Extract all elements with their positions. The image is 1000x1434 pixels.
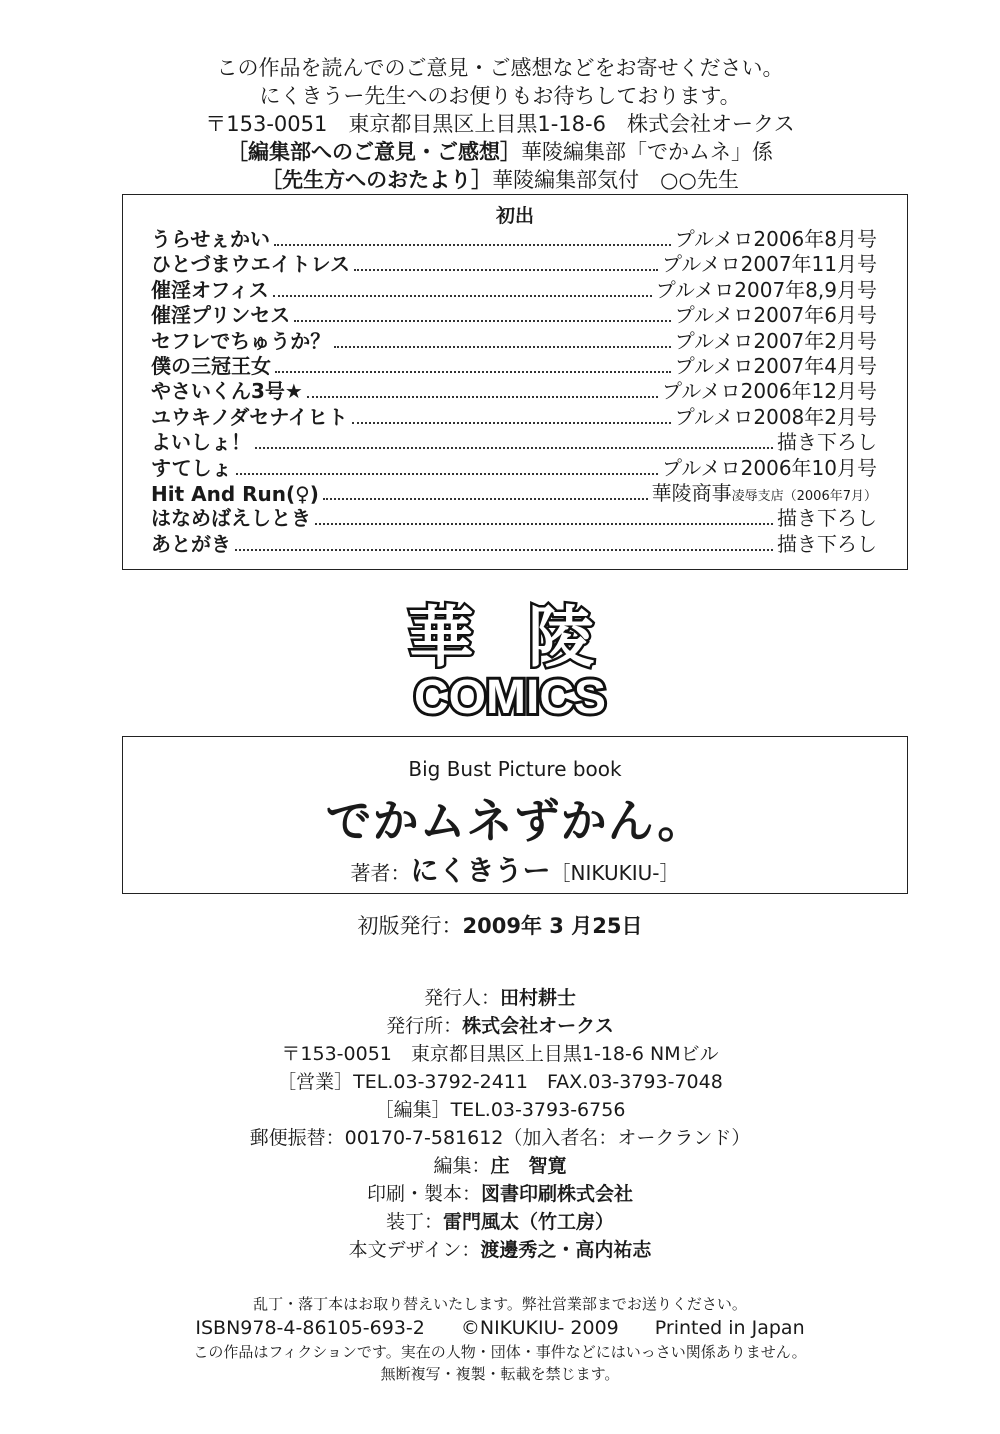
story-title: はなめばえしとき	[151, 506, 311, 531]
book-subtitle: Big Bust Picture book	[408, 757, 622, 781]
story-title: やさいくん3号★	[151, 379, 303, 404]
opinion-address	[0, 138, 1000, 166]
first-edition-date: 2009年 3 月25日	[462, 914, 643, 938]
leader-dots	[275, 371, 671, 373]
postal-transfer: 郵便振替：00170-7-581612（加入者名：オークランド）	[249, 1127, 751, 1149]
letters-address	[0, 166, 1000, 194]
company-address: 〒153-0051 東京都目黒区上目黒1-18-6 NMビル	[281, 1043, 719, 1065]
first-appearance-box	[122, 194, 908, 570]
editorial-contact: ［編集］TEL.03-3793-6756	[374, 1099, 626, 1121]
source-text: プルメロ2006年8月号	[674, 227, 877, 251]
leader-dots	[334, 346, 671, 348]
first-edition	[0, 910, 1000, 940]
source-text: 描き下ろし	[777, 531, 877, 556]
leader-dots	[307, 396, 658, 398]
editor-line	[0, 1152, 1000, 1180]
publisher-line	[0, 984, 1000, 1012]
text-design-label: 本文デザイン：	[348, 1239, 481, 1261]
sales-contact: ［営業］TEL.03-3792-2411 FAX.03-3793-7048	[277, 1071, 723, 1093]
leader-dots	[294, 320, 671, 322]
design-line	[0, 1208, 1000, 1236]
isbn-line	[0, 1316, 1000, 1340]
editor-label: 編集：	[433, 1155, 491, 1177]
source-text: プルメロ2007年4月号	[674, 354, 877, 378]
opinion-label: ［編集部へのご意見・ご感想］	[227, 140, 521, 164]
company: 株式会社オークス	[462, 1015, 614, 1037]
leader-dots	[255, 447, 773, 449]
story-title: 催淫プリンセス	[151, 303, 291, 328]
story-title: よいしょ！	[151, 430, 251, 455]
source-text: プルメロ2007年8,9月号	[655, 277, 877, 302]
leader-dots	[273, 295, 652, 297]
leader-dots	[315, 523, 773, 525]
story-title: ユウキノダセナイヒト	[151, 404, 348, 429]
letters-label: ［先生方へのおたより］	[261, 168, 493, 192]
source-text: プルメロ2007年2月号	[674, 328, 877, 353]
source-text: プルメロ2008年2月号	[674, 404, 877, 429]
first-appearance-row	[151, 532, 877, 557]
story-title: すてしょ	[151, 455, 232, 480]
intro-line-1: この作品を読んでのご意見・ご感想などをお寄せください。	[216, 56, 784, 80]
logo-kanji: 華 陵	[407, 600, 613, 674]
author-roman: ［NIKUKIU-］	[550, 861, 680, 885]
leader-dots	[274, 244, 671, 246]
first-edition-label: 初版発行：	[357, 914, 463, 938]
text-design: 渡邊秀之・高内祐志	[480, 1239, 652, 1261]
copyright: ©NIKUKIU- 2009	[460, 1317, 619, 1339]
intro-message	[0, 54, 1000, 194]
leader-dots	[352, 422, 671, 424]
story-title: うらせぇかい	[151, 227, 270, 251]
leader-dots	[323, 498, 648, 500]
source-text: 描き下ろし	[777, 430, 877, 455]
printed-in: Printed in Japan	[654, 1317, 805, 1339]
address-line: 〒153-0051 東京都目黒区上目黒1-18-6 株式会社オークス	[205, 112, 795, 136]
design-label: 装丁：	[385, 1211, 443, 1233]
author-label: 著者：	[350, 861, 411, 885]
design: 雷門風太（竹工房）	[443, 1211, 615, 1233]
leader-dots	[354, 269, 658, 271]
first-appearance-row	[151, 405, 877, 430]
karyou-comics-logo	[400, 596, 620, 726]
story-title: あとがき	[151, 531, 231, 556]
leader-dots	[236, 473, 658, 475]
source-text: プルメロ2006年10月号	[662, 455, 877, 480]
printing-line	[0, 1180, 1000, 1208]
author-line	[123, 849, 907, 889]
story-title: セフレでちゅうか？	[151, 328, 331, 353]
rights-notice: 無断複写・複製・転載を禁じます。	[380, 1365, 620, 1383]
company-label: 発行所：	[386, 1015, 463, 1037]
first-appearance-title: 初出	[495, 205, 534, 227]
imprint-block	[0, 984, 1000, 1264]
leader-dots	[235, 549, 773, 551]
source-text: プルメロ2007年6月号	[674, 303, 877, 328]
letters-value: 華陵編集部気付 ○○先生	[492, 168, 739, 192]
publisher: 田村耕士	[500, 987, 577, 1009]
story-source	[777, 528, 877, 557]
printing-label: 印刷・製本：	[366, 1183, 481, 1205]
printing: 図書印刷株式会社	[481, 1183, 634, 1205]
author-name: にくきうー	[410, 854, 551, 887]
story-title: 僕の三冠王女	[151, 354, 271, 378]
source-text: 華陵商事	[651, 481, 732, 505]
book-title: でかムネずかん。	[325, 794, 705, 848]
story-title: ひとづまウエイトレス	[151, 252, 350, 277]
fiction-notice: この作品はフィクションです。実在の人物・団体・事件などにはいっさい関係ありません。	[193, 1343, 807, 1361]
publisher-label: 発行人：	[423, 987, 500, 1009]
opinion-value: 華陵編集部「でかムネ」係	[521, 140, 773, 164]
logo-comics: COMICS	[414, 671, 606, 724]
story-title: 催淫オフィス	[151, 277, 269, 302]
source-text: プルメロ2007年11月号	[662, 252, 877, 277]
isbn: ISBN978-4-86105-693-2	[195, 1317, 425, 1339]
text-design-line	[0, 1236, 1000, 1264]
source-note: 凌辱支店（2006年7月）	[731, 489, 877, 504]
source-text: プルメロ2006年12月号	[662, 379, 877, 404]
book-title-box	[122, 736, 908, 894]
intro-line-2: にくきうー先生へのお便りもお待ちしております。	[259, 84, 741, 108]
source-text: 描き下ろし	[777, 506, 877, 531]
editor: 庄 智寛	[490, 1155, 567, 1177]
company-line	[0, 1012, 1000, 1040]
first-appearance-row	[151, 506, 877, 531]
story-title: Hit And Run(♀)	[151, 482, 319, 506]
defects-notice: 乱丁・落丁本はお取り替えいたします。弊社営業部までお送りください。	[253, 1295, 747, 1313]
